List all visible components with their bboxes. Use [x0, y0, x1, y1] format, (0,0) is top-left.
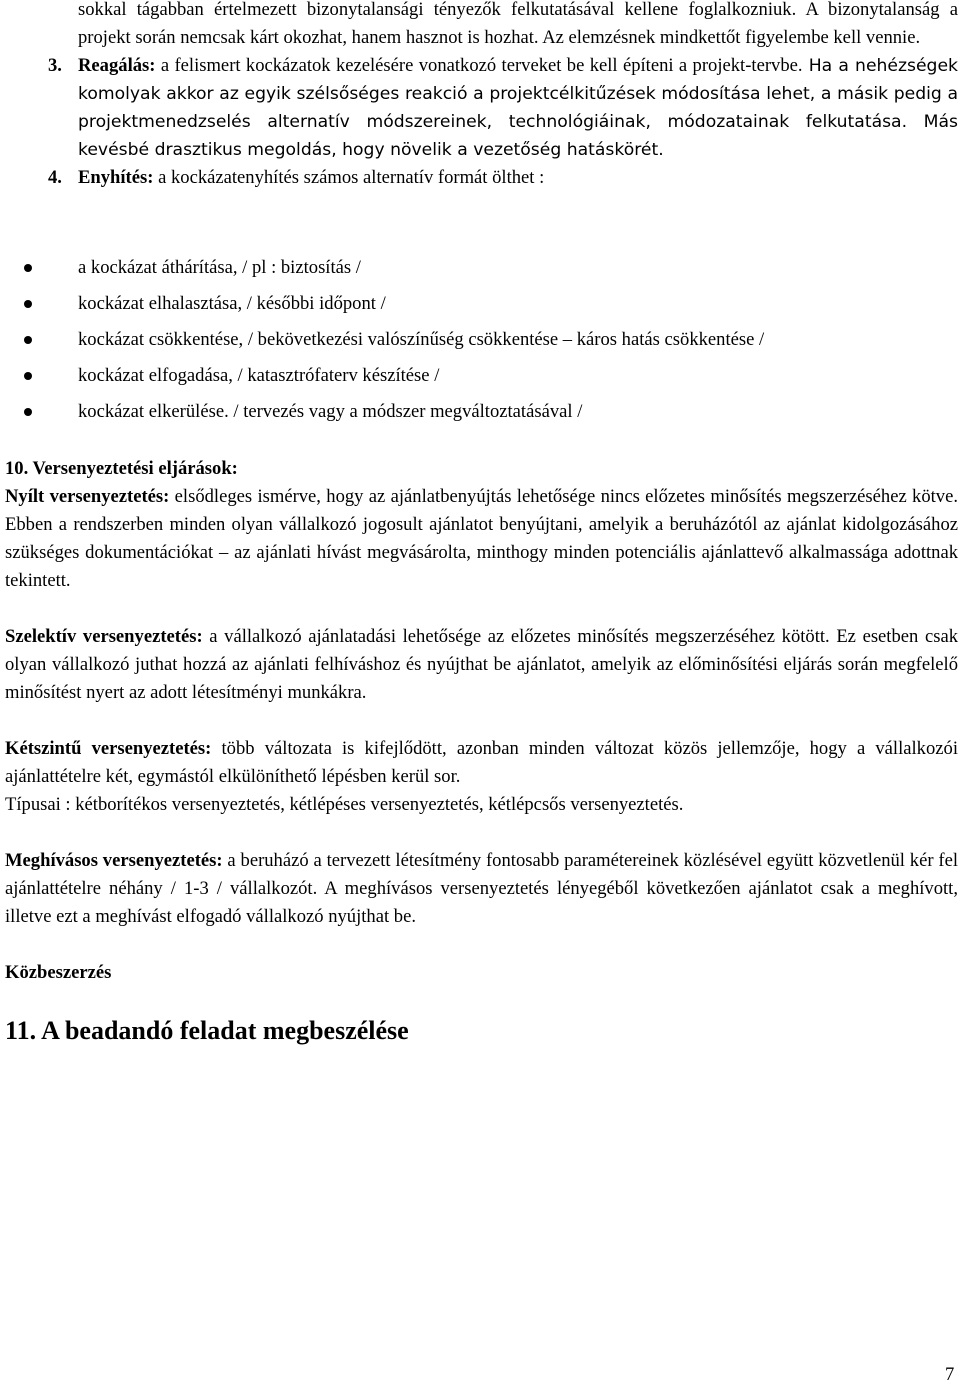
list-item: kockázat elkerülése. / tervezés vagy a módszer megváltoztatásával / [24, 398, 958, 426]
list-number: 3. [48, 55, 62, 76]
enyhites-text: a kockázatenyhítés számos alternatív formát ölthet : [153, 167, 545, 188]
continuation-text-2: A bizonytalanság a projekt során nemcsak kárt okozhat, hanem hasznot is hozhat. Az elemzésnek mindkettőt figyelembe kell vennie. [78, 0, 959, 48]
list-item-enyhites [48, 164, 958, 192]
list-number: 4. [48, 167, 62, 188]
list-item: a kockázat áthárítása, / pl : biztosítás / [24, 254, 958, 282]
list-item: kockázat elhalasztása, / későbbi időpont / [24, 290, 958, 318]
term-enyhites: Enyhítés: [78, 167, 154, 188]
term-meghivasos: Meghívásos versenyeztetés: [5, 850, 223, 871]
szelektiv-text: a vállalkozó ajánlatadási lehetősége az előzetes minősítés megszerzéséhez kötött. Ez esetben csak olyan vállalkozó juthat hozzá az ajánlati felhíváshoz és nyújthat be ajánlatot, amelyik az előminősítési eljárás során megfelelő minősítést nyert az adott létesítményi munkákra. [5, 626, 958, 703]
meghivasos-text: a beruházó a tervezett létesítmény fontosabb paramétereinek közlésével együtt közvetlenül kér fel ajánlattételre néhány / 1-3 / vállalkozót. A meghívásos versenyeztetés lényegéből következően ajánlatot csak a meghívott, illetve ezt a meghívást elfogadó vállalkozó nyújthat be. [5, 850, 959, 927]
paragraph-nyilt [5, 483, 958, 595]
section-versenyeztetes [5, 455, 958, 1047]
term-ketszintu: Kétszintű versenyeztetés: [5, 738, 212, 759]
paragraph-meghivasos [5, 847, 958, 931]
list-item: kockázat elfogadása, / katasztrófaterv készítése / [24, 362, 958, 390]
top-continuation [48, 0, 959, 192]
paragraph-szelektiv [5, 623, 958, 707]
bullet-icon [24, 336, 32, 344]
continuation-paragraph [78, 0, 958, 52]
paragraph-ketszintu [5, 735, 958, 791]
continuation-text-1: sokkal tágabban értelmezett bizonytalansági tényezők felkutatásával kellene foglalkozniuk. [78, 0, 797, 20]
bullet-icon [24, 372, 32, 380]
section-heading-11: 11. A beadandó feladat megbeszélése [5, 1016, 409, 1045]
bullet-icon [24, 264, 32, 272]
term-reagalas: Reagálás: [78, 55, 156, 76]
term-nyilt: Nyílt versenyeztetés: [5, 486, 170, 507]
bullet-list [24, 254, 958, 426]
section-heading-10: 10. Versenyeztetési eljárások: [5, 458, 238, 479]
list-item-reagalas [48, 52, 958, 164]
term-szelektiv: Szelektív versenyeztetés: [5, 626, 203, 647]
page-number: 7 [945, 1364, 955, 1385]
paragraph-tipusai: Típusai : kétborítékos versenyeztetés, kétlépéses versenyeztetés, kétlépcsős versenyeztetés. [5, 794, 684, 815]
nyilt-text: elsődleges ismérve, hogy az ajánlatbenyújtás lehetősége nincs előzetes minősítés megszerzéséhez kötve. Ebben a rendszerben minden olyan vállalkozó jogosult ajánlatot benyújtani, amelyik a beruházótól az ajánlat kidolgozásához szükséges dokumentációkat – az ajánlati hívást megvásárolta, minthogy minden potenciális ajánlattevő alkalmassága adottnak tekintett. [5, 486, 958, 591]
subheading-kozbeszerzes: Közbeszerzés [5, 962, 112, 983]
ketszintu-text: több változata is kifejlődött, azonban minden változat közös jellemzője, hogy a vállalkozói ajánlattételre két, egymástól elkülöníthető lépésben kerül sor. [5, 738, 958, 787]
list-item: kockázat csökkentése, / bekövetkezési valószínűség csökkentése – káros hatás csökkentése / [24, 326, 958, 354]
bullet-icon [24, 300, 32, 308]
bullet-icon [24, 408, 32, 416]
reagalas-text: a felismert kockázatok kezelésére vonatkozó terveket be kell építeni a projekt-tervbe. [155, 55, 803, 76]
reagalas-text-detail: Ha a nehézségek komolyak akkor az egyik szélsőséges reakció a projektcélkitűzések módosítása lehet, a másik pedig a projektmenedzselés alternatív módszereinek, technológiáinak, módozatainak felkutatása. Más kevésbé drasztikus megoldás, hogy növelik a vezetőség hatáskörét. [78, 56, 958, 160]
